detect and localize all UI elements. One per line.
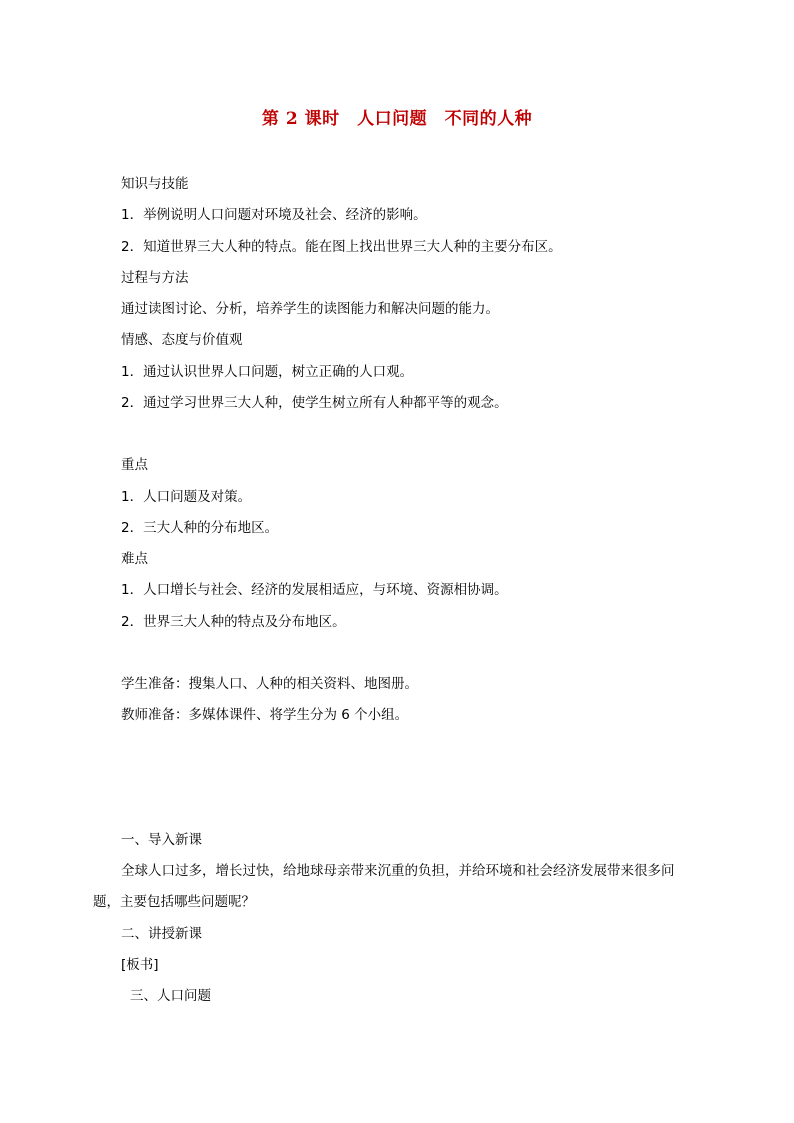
key-point-1: 1．人口问题及对策。 (121, 489, 252, 505)
intro-text-line-2: 题，主要包括哪些问题呢？ (93, 894, 255, 910)
process-text: 通过读图讨论、分析，培养学生的读图能力和解决问题的能力。 (121, 301, 499, 317)
emotion-heading: 情感、态度与价值观 (121, 332, 243, 348)
teacher-preparation: 教师准备：多媒体课件、将学生分为 6 个小组。 (121, 707, 409, 723)
difficulty-2: 2．世界三大人种的特点及分布地区。 (121, 614, 346, 630)
knowledge-item-2: 2．知道世界三大人种的特点。能在图上找出世界三大人种的主要分布区。 (121, 239, 562, 255)
difficulty-1: 1．人口增长与社会、经济的发展相适应，与环境、资源相协调。 (121, 582, 508, 598)
board-label: [板书] (121, 957, 159, 973)
process-heading: 过程与方法 (121, 270, 189, 286)
section-three-heading: 三、人口问题 (130, 988, 211, 1004)
new-lesson-heading: 二、讲授新课 (121, 926, 202, 942)
key-points-heading: 重点 (121, 457, 148, 473)
intro-text-line-1: 全球人口过多，增长过快，给地球母亲带来沉重的负担，并给环境和社会经济发展带来很多问 (121, 863, 675, 879)
knowledge-heading: 知识与技能 (121, 176, 189, 192)
intro-heading: 一、导入新课 (121, 832, 202, 848)
knowledge-item-1: 1．举例说明人口问题对环境及社会、经济的影响。 (121, 207, 427, 223)
student-preparation: 学生准备：搜集人口、人种的相关资料、地图册。 (121, 676, 418, 692)
page-title: 第 2 课时 人口问题 不同的人种 (261, 109, 533, 129)
difficulties-heading: 难点 (121, 551, 148, 567)
emotion-item-1: 1．通过认识世界人口问题，树立正确的人口观。 (121, 364, 414, 380)
key-point-2: 2．三大人种的分布地区。 (121, 520, 279, 536)
emotion-item-2: 2．通过学习世界三大人种，使学生树立所有人种都平等的观念。 (121, 395, 508, 411)
